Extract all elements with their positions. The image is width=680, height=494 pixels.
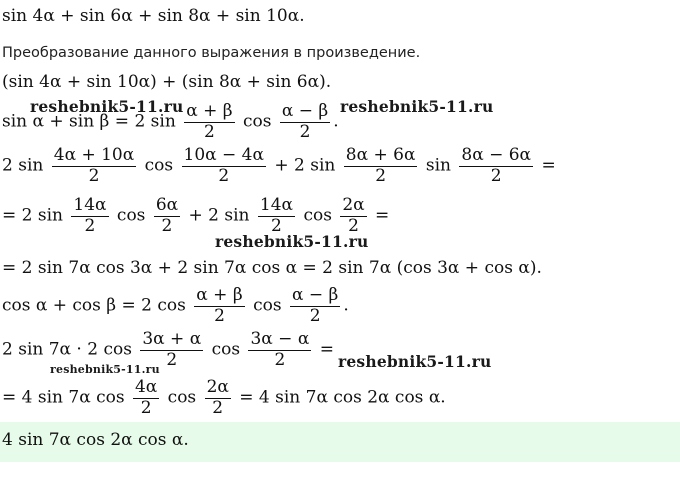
fraction: $\frac{8\alpha + 6\alpha}{2}$ xyxy=(345,145,416,186)
watermark: reshebnik5-11.ru xyxy=(338,352,492,371)
watermark: reshebnik5-11.ru xyxy=(215,232,369,251)
watermark: reshebnik5-11.ru xyxy=(340,97,494,116)
fraction: $\frac{6\alpha}{2}$ xyxy=(155,195,179,236)
fraction: $\frac{\alpha - \beta}{2}$ xyxy=(281,101,329,142)
fraction: $\frac{\alpha + \beta}{2}$ xyxy=(186,101,233,142)
watermark: reshebnik5-11.ru xyxy=(50,363,160,376)
formula-text: sin α + sin β = 2 sin xyxy=(2,111,176,132)
problem-expression: sin 4α + sin 6α + sin 8α + sin 10α. xyxy=(2,6,305,26)
fraction: $\frac{\alpha + \beta}{2}$ xyxy=(196,285,243,326)
fraction: $\frac{4\alpha + 10\alpha}{2}$ xyxy=(53,145,135,186)
step-2: = 2 sin $\frac{14\alpha}{2}$ cos $\frac{6\alpha}{2}$ + 2 sin $\frac{14\alpha}{2}$ cos $\frac{2\alpha}{2}$ = xyxy=(2,195,390,236)
sum-of-cosines-formula: cos α + cos β = 2 cos $\frac{\alpha + \beta}{2}$ cos $\frac{\alpha - \beta}{2}$ . xyxy=(2,285,349,326)
step-5: = 4 sin 7α cos $\frac{4\alpha}{2}$ cos $\frac{2\alpha}{2}$ = 4 sin 7α cos 2α cos α. xyxy=(2,377,446,418)
answer-text: 4 sin 7α cos 2α cos α. xyxy=(2,430,189,450)
fraction: $\frac{\alpha - \beta}{2}$ xyxy=(291,285,339,326)
step-4: 2 sin 7α · 2 cos $\frac{3\alpha + \alpha}{2}$ cos $\frac{3\alpha - \alpha}{2}$ = xyxy=(2,329,334,370)
sum-of-sines-formula: sin α + sin β = 2 sin $\frac{\alpha + \beta}{2}$ cos $\frac{\alpha - \beta}{2}$ . xyxy=(2,101,339,142)
fraction: $\frac{14\alpha}{2}$ xyxy=(259,195,294,236)
step-3: = 2 sin 7α cos 3α + 2 sin 7α cos α = 2 sin 7α (cos 3α + cos α). xyxy=(2,258,542,278)
solution-heading: Преобразование данного выражения в произведение. xyxy=(2,45,421,61)
answer-box xyxy=(0,422,680,462)
fraction: $\frac{4\alpha}{2}$ xyxy=(134,377,158,418)
fraction: $\frac{2\alpha}{2}$ xyxy=(206,377,229,418)
step-1: 2 sin $\frac{4\alpha + 10\alpha}{2}$ cos $\frac{10\alpha - 4\alpha}{2}$ + 2 sin $\frac{8\alpha + 6\alpha}{2}$ sin $\frac{8\alpha - 6\alpha}{2}$ = xyxy=(2,145,556,186)
fraction: $\frac{14\alpha}{2}$ xyxy=(73,195,107,236)
formula-text: cos xyxy=(242,111,272,132)
grouping-line: (sin 4α + sin 10α) + (sin 8α + sin 6α). xyxy=(2,72,332,92)
watermark: reshebnik5-11.ru xyxy=(30,97,184,116)
fraction: $\frac{3\alpha + \alpha}{2}$ xyxy=(142,329,202,370)
fraction: $\frac{8\alpha - 6\alpha}{2}$ xyxy=(461,145,532,186)
fraction: $\frac{2\alpha}{2}$ xyxy=(342,195,365,236)
fraction: $\frac{10\alpha - 4\alpha}{2}$ xyxy=(183,145,264,186)
fraction: $\frac{3\alpha - \alpha}{2}$ xyxy=(250,329,310,370)
